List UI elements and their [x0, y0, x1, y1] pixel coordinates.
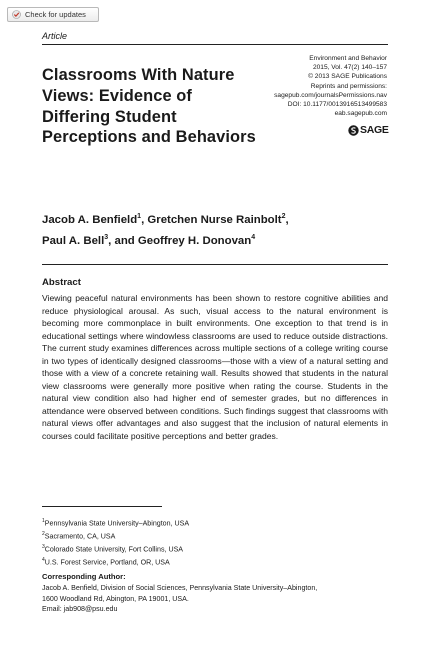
affil-mark: 3: [42, 543, 45, 550]
journal-url[interactable]: eab.sagepub.com: [334, 110, 387, 118]
journal-name: Environment and Behavior: [309, 55, 387, 62]
header-rule: [42, 44, 388, 45]
copyright: © 2013 SAGE Publications: [308, 73, 387, 81]
corresponding-author-heading: Corresponding Author:: [42, 572, 126, 581]
doi[interactable]: DOI: 10.1177/0013916513499583: [287, 101, 387, 109]
author-affil-mark: 1: [137, 213, 142, 220]
permissions-link[interactable]: sagepub.com/journalsPermissions.nav: [274, 91, 387, 99]
affil-mark: 4: [42, 556, 45, 563]
affil-text: Sacramento, CA, USA: [44, 532, 116, 541]
abstract-heading: Abstract: [42, 277, 81, 288]
affiliation-item: [42, 555, 342, 568]
corresponding-author-email[interactable]: Email: jab908@psu.edu: [42, 605, 118, 613]
reprints-label: Reprints and permissions:: [310, 82, 387, 90]
affiliation-item: [42, 542, 342, 555]
check-for-updates-button[interactable]: [7, 7, 99, 22]
affil-text: Colorado State University, Fort Collins, USA: [44, 545, 184, 554]
affiliation-item: [42, 516, 342, 529]
abstract-text: Viewing peaceful natural environments has been shown to restore cognitive abilities and reduce physiological arousal. As such, visual access to the natural environment is becoming more commonplace in built environments. One exception to that trend is in educational settings where windowless classrooms are used to reduce outside distractions. The current study examines differences across multiple sections of a college writing course in two types of identically designed classrooms—those with a view of a natural setting and those with a view of a concrete retaining wall. Results showed that students in the natural view classrooms were generally more positive when rating the course. Students in the natural view condition also had higher end of semester grades, but no differences in attendance were observed between conditions. Such findings suggest that classrooms with natural views offer advantages and also suggest that the inclusion of natural elements in courses could facilitate positive perceptions and better grades.: [42, 293, 388, 441]
author-separator: ,: [285, 213, 289, 226]
author-affil-mark: 2: [281, 213, 286, 220]
affil-text: Pennsylvania State University–Abington, USA: [44, 519, 190, 528]
sage-logo-icon: [348, 125, 359, 136]
affiliation-item: [42, 529, 342, 542]
author-list: [42, 208, 392, 251]
footnote-rule: [42, 506, 162, 507]
author-name: Paul A. Bell: [42, 235, 105, 248]
paper-title: Classrooms With Nature Views: Evidence of Differing Student Perceptions and Behaviors: [42, 66, 256, 147]
corresponding-author-line: 1600 Woodland Rd, Abington, PA 19001, USA.: [42, 594, 189, 603]
journal-info: [207, 54, 387, 118]
affil-mark: 1: [42, 518, 45, 524]
crossmark-icon: [12, 10, 21, 19]
sage-logo-text: SAGE: [360, 124, 389, 136]
sage-logo: [348, 124, 389, 136]
check-for-updates-label: Check for updates: [25, 10, 86, 19]
affil-mark: 2: [42, 530, 45, 537]
author-name: Jacob A. Benfield: [42, 213, 138, 226]
author-separator: ,: [141, 213, 148, 226]
author-name: Gretchen Nurse Rainbolt: [147, 213, 282, 226]
author-affil-mark: 3: [104, 234, 109, 242]
article-type-label: Article: [42, 31, 68, 41]
journal-volume: 2015, Vol. 47(2) 140–157: [312, 64, 387, 72]
affiliations: [42, 516, 342, 567]
author-separator: , and: [108, 235, 138, 248]
abstract-rule: [42, 264, 388, 265]
corresponding-author-line: Jacob A. Benfield, Division of Social Sciences, Pennsylvania State University–Abington,: [42, 584, 318, 592]
author-name: Geoffrey H. Donovan: [137, 235, 252, 248]
affil-text: U.S. Forest Service, Portland, OR, USA: [44, 557, 170, 566]
author-affil-mark: 4: [251, 234, 256, 242]
corresponding-author-details: [42, 583, 392, 615]
